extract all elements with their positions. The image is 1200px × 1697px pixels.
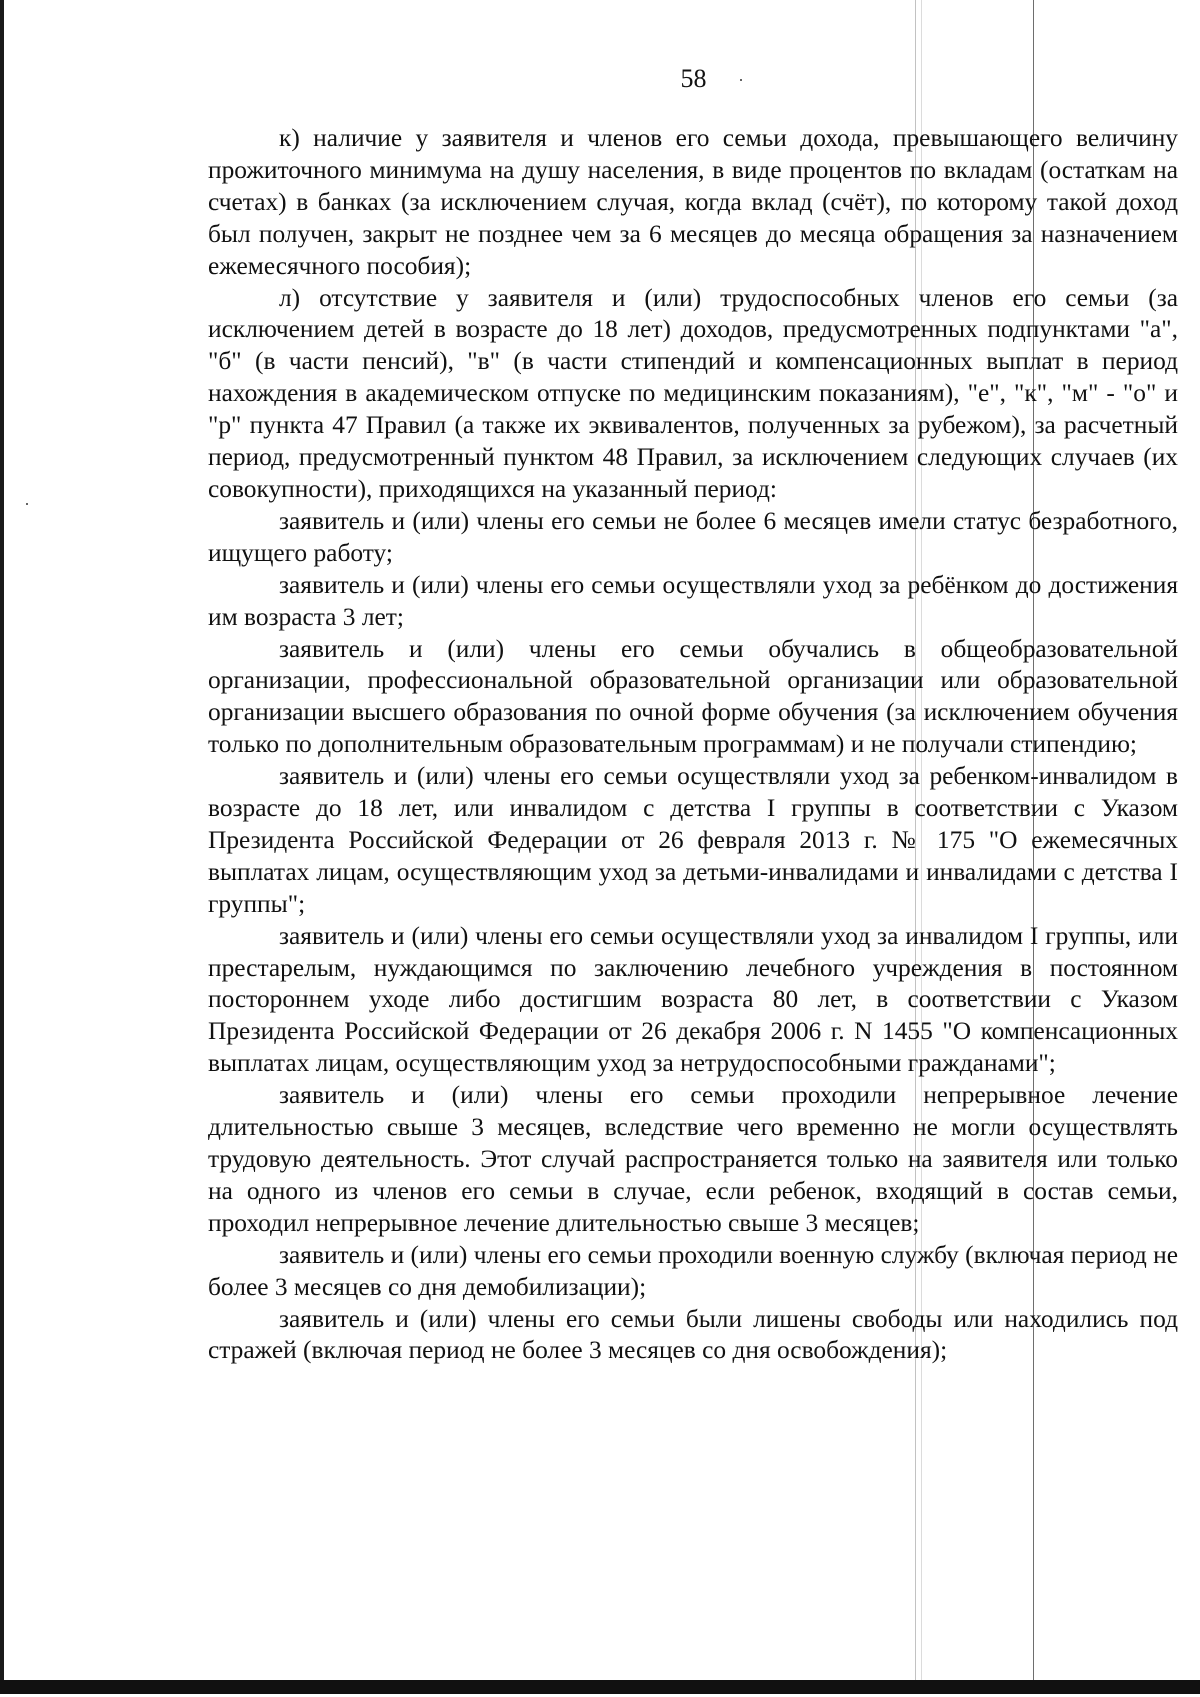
scan-border-left: [0, 0, 4, 1680]
paragraph-imprisonment: заявитель и (или) члены его семьи были лишены свободы или находились под стражей (включая период не более 3 месяцев со дня освобождения);: [208, 1304, 1178, 1365]
paragraph-military-service: заявитель и (или) члены его семьи проходили военную службу (включая период не более 3 месяцев со дня демобилизации);: [208, 1240, 1178, 1301]
paragraph-education: заявитель и (или) члены его семьи обучались в общеобразовательной организации, профессиональной образовательной организации или образовательной организации высшего образования по очной форме обучения (за исключением обучения только по дополнительным образовательным программам) и не получали стипендию;: [208, 634, 1178, 759]
paragraph-disabled-child-care: заявитель и (или) члены его семьи осуществляли уход за ребенком-инвалидом в возрасте до 18 лет, или инвалидом с детства I группы в соответствии с Указом Президента Российской Федерации от 26 февраля 2013 г. № 175 "О ежемесячных выплатах лицам, осуществляющим уход за детьми-инвалидами и инвалидами с детства I группы";: [208, 762, 1178, 918]
paragraph-k: к) наличие у заявителя и членов его семьи дохода, превышающего величину прожиточного минимума на душу населения, в виде процентов по вкладам (остаткам на счетах) в банках (за исключением случая, когда вклад (счёт), по которому такой доход был получен, закрыт не позднее чем за 6 месяцев до месяца обращения за назначением ежемесячного пособия);: [208, 124, 1178, 280]
paragraph-l: л) отсутствие у заявителя и (или) трудоспособных членов его семьи (за исключением детей в возрасте до 18 лет) доходов, предусмотренных подпунктами "а", "б" (в части пенсий), "в" (в части стипендий и компенсационных выплат в период нахождения в академическом отпуске по медицинским показаниям), "е", "к", "м" - "о" и "р" пункта 47 Правил (а также их эквивалентов, полученных за рубежом), за расчетный период, предусмотренный пунктом 48 Правил, за исключением следующих случаев (их совокупности), приходящихся на указанный период:: [208, 283, 1178, 503]
document-body: [208, 123, 1178, 1367]
paragraph-unemployed: заявитель и (или) члены его семьи не более 6 месяцев имели статус безработного, ищущего работу;: [208, 506, 1178, 567]
scan-speck: [26, 503, 28, 505]
paragraph-disabled-adult-care: заявитель и (или) члены его семьи осуществляли уход за инвалидом I группы, или престарелым, нуждающимся по заключению лечебного учреждения в постоянном постороннем уходе либо достигшим возраста 80 лет, в соответствии с Указом Президента Российской Федерации от 26 декабря 2006 г. N 1455 "О компенсационных выплатах лицам, осуществляющим уход за нетрудоспособными гражданами";: [208, 921, 1178, 1078]
scan-border-bottom: [0, 1680, 1200, 1694]
page-number: 58: [680, 64, 707, 93]
paragraph-child-care: заявитель и (или) члены его семьи осуществляли уход за ребёнком до достижения им возраста 3 лет;: [208, 570, 1178, 631]
paragraph-medical-treatment: заявитель и (или) члены его семьи проходили непрерывное лечение длительностью свыше 3 месяцев, вследствие чего временно не могли осуществлять трудовую деятельность. Этот случай распространяется только на заявителя или только на одного из членов его семьи в случае, если ребенок, входящий в состав семьи, проходил непрерывное лечение длительностью свыше 3 месяцев;: [208, 1081, 1178, 1237]
